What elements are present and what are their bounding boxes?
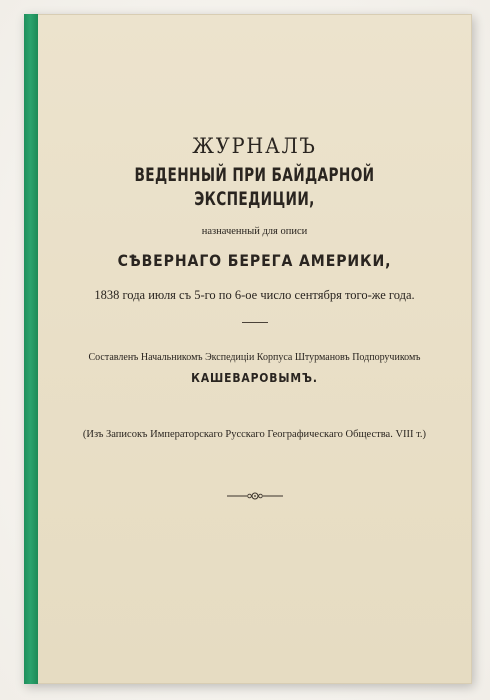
book (24, 14, 472, 684)
divider-rule (242, 322, 268, 323)
cover-author: КАШЕВАРОВЫМЪ. (191, 370, 318, 385)
book-cover (38, 14, 472, 684)
title-page-text (38, 133, 471, 502)
cover-source: (Изъ Записокъ Императорскаго Русскаго Географическаго Общества. VIII т.) (82, 429, 427, 440)
cover-compiled-by: Составленъ Начальникомъ Экспедиціи Корпуса Штурмановъ Подпоручикомъ (88, 352, 421, 363)
cover-title: ЖУРНАЛЪ (192, 134, 317, 158)
cover-dates: 1838 года июля съ 5-го по 6-ое число сентября того-же года. (94, 288, 415, 302)
cover-region: СѢВЕРНАГО БЕРЕГА АМЕРИКИ, (117, 251, 392, 270)
green-spine (24, 14, 39, 684)
cover-subtitle: ВЕДЕННЫЙ ПРИ БАЙДАРНОЙ ЭКСПЕДИЦИИ, (134, 164, 375, 210)
ornament-icon (225, 490, 285, 502)
cover-purpose: назначенный для описи (201, 226, 308, 237)
